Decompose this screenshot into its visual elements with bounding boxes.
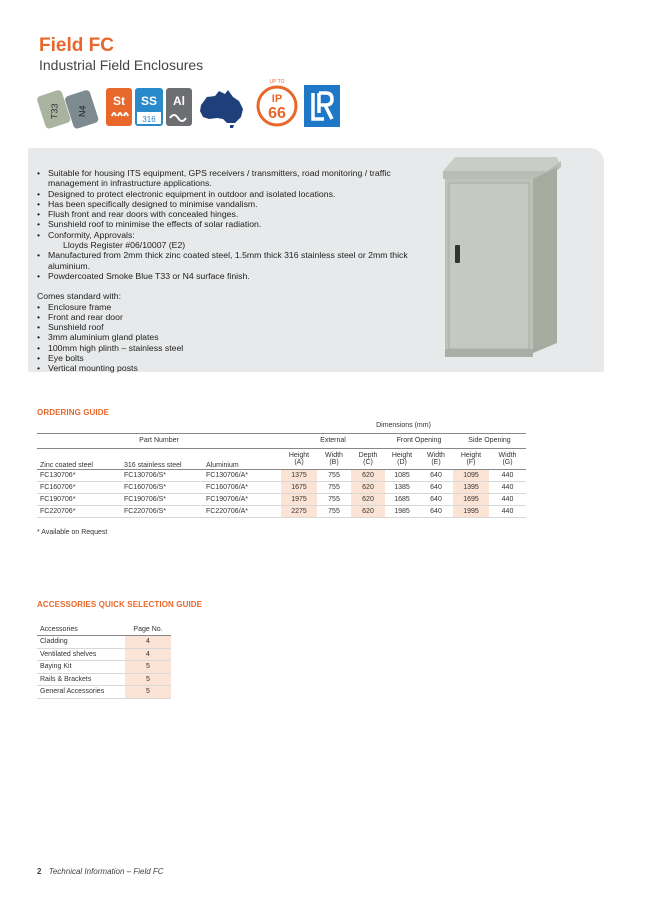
page-footer bbox=[37, 867, 164, 876]
column-header: Height (F) bbox=[453, 448, 489, 469]
feature-list bbox=[37, 168, 417, 374]
svg-text:UP TO: UP TO bbox=[269, 79, 285, 85]
page-number: 2 bbox=[37, 867, 42, 876]
approval-text: Lloyds Register #06/10007 (E2) bbox=[63, 240, 186, 251]
stainless-steel-icon bbox=[135, 88, 163, 126]
feature-item: • Sunshield roof to minimise the effects of solar radiation. bbox=[37, 219, 417, 229]
column-header: Depth (C) bbox=[351, 448, 385, 469]
column-header: Zinc coated steel bbox=[37, 448, 121, 469]
dimensions-header: Dimensions (mm) bbox=[281, 419, 526, 433]
page-title: Field FC bbox=[39, 35, 114, 56]
svg-text:66: 66 bbox=[268, 105, 286, 122]
standard-heading: Comes standard with: bbox=[37, 291, 122, 302]
table-row: Baying Kit 5 bbox=[37, 661, 171, 674]
column-header: 316 stainless steel bbox=[121, 448, 203, 469]
ordering-table bbox=[37, 419, 526, 518]
column-header: Aluminium bbox=[203, 448, 281, 469]
table-row: Rails & Brackets 5 bbox=[37, 673, 171, 686]
availability-footnote: * Available on Request bbox=[37, 529, 108, 536]
footer-text: Technical Information – Field FC bbox=[48, 867, 164, 876]
column-header: Width (E) bbox=[419, 448, 453, 469]
svg-text:St: St bbox=[113, 94, 125, 108]
column-header: Height (A) bbox=[281, 448, 317, 469]
column-header: Height (D) bbox=[385, 448, 419, 469]
standard-item: • Front and rear door bbox=[37, 312, 417, 322]
svg-text:316: 316 bbox=[142, 115, 156, 124]
finish-swatch-icon bbox=[35, 84, 103, 132]
svg-text:T33: T33 bbox=[49, 103, 60, 120]
svg-text:N4: N4 bbox=[77, 105, 88, 118]
table-row: FC220706* FC220706/S* FC220706/A* 2275 755 620 1985 640 1995 440 bbox=[37, 505, 526, 517]
feature-item: • Manufactured from 2mm thick zinc coated steel, 1.5mm thick 316 stainless steel or 2mm thick aluminium. bbox=[37, 250, 417, 271]
feature-item: • Powdercoated Smoke Blue T33 or N4 surface finish. bbox=[37, 271, 417, 281]
enclosure-product-image bbox=[437, 153, 563, 363]
australia-map-icon bbox=[197, 87, 247, 129]
standard-item: • Vertical mounting posts bbox=[37, 363, 417, 373]
column-header: Width (B) bbox=[317, 448, 351, 469]
feature-item: • Conformity, Approvals: bbox=[37, 230, 417, 240]
table-row: Ventilated shelves 4 bbox=[37, 648, 171, 661]
ordering-guide-heading: ORDERING GUIDE bbox=[37, 408, 110, 417]
accessories-heading: ACCESSORIES QUICK SELECTION GUIDE bbox=[37, 600, 203, 609]
column-header: Accessories bbox=[37, 623, 125, 636]
svg-text:Al: Al bbox=[173, 94, 185, 108]
feature-item: • Designed to protect electronic equipment in outdoor and isolated locations. bbox=[37, 189, 417, 199]
aluminium-material-icon bbox=[166, 88, 192, 126]
steel-material-icon bbox=[106, 88, 132, 126]
table-row: General Accessories 5 bbox=[37, 686, 171, 699]
side-opening-header: Side Opening bbox=[453, 433, 526, 448]
column-header: Page No. bbox=[125, 623, 171, 636]
standard-item: • 100mm high plinth – stainless steel bbox=[37, 343, 417, 353]
standard-item: • Eye bolts bbox=[37, 353, 417, 363]
page-subtitle: Industrial Field Enclosures bbox=[39, 57, 204, 73]
feature-item: • Suitable for housing ITS equipment, GPS receivers / transmitters, road monitoring / traffic management in infrastructure applications. bbox=[37, 168, 417, 189]
lloyds-register-logo-icon bbox=[304, 85, 340, 127]
table-row: FC190706* FC190706/S* FC190706/A* 1975 755 620 1685 640 1695 440 bbox=[37, 493, 526, 505]
feature-item: • Flush front and rear doors with concealed hinges. bbox=[37, 209, 417, 219]
svg-text:IP: IP bbox=[271, 93, 283, 105]
certification-badges bbox=[35, 79, 355, 132]
ip66-rating-icon bbox=[255, 77, 299, 129]
part-number-header: Part Number bbox=[37, 433, 281, 448]
accessories-table bbox=[37, 623, 171, 699]
table-row: Cladding 4 bbox=[37, 636, 171, 649]
svg-text:SS: SS bbox=[140, 94, 158, 108]
column-header: Width (G) bbox=[489, 448, 526, 469]
front-opening-header: Front Opening bbox=[385, 433, 453, 448]
table-row: FC160706* FC160706/S* FC160706/A* 1675 755 620 1385 640 1395 440 bbox=[37, 481, 526, 493]
standard-item: • 3mm aluminium gland plates bbox=[37, 332, 417, 342]
standard-item: • Sunshield roof bbox=[37, 322, 417, 332]
table-row: FC130706* FC130706/S* FC130706/A* 1375 755 620 1085 640 1095 440 bbox=[37, 469, 526, 481]
standard-item: • Enclosure frame bbox=[37, 302, 417, 312]
feature-item: • Has been specifically designed to minimise vandalism. bbox=[37, 199, 417, 209]
external-header: External bbox=[281, 433, 385, 448]
